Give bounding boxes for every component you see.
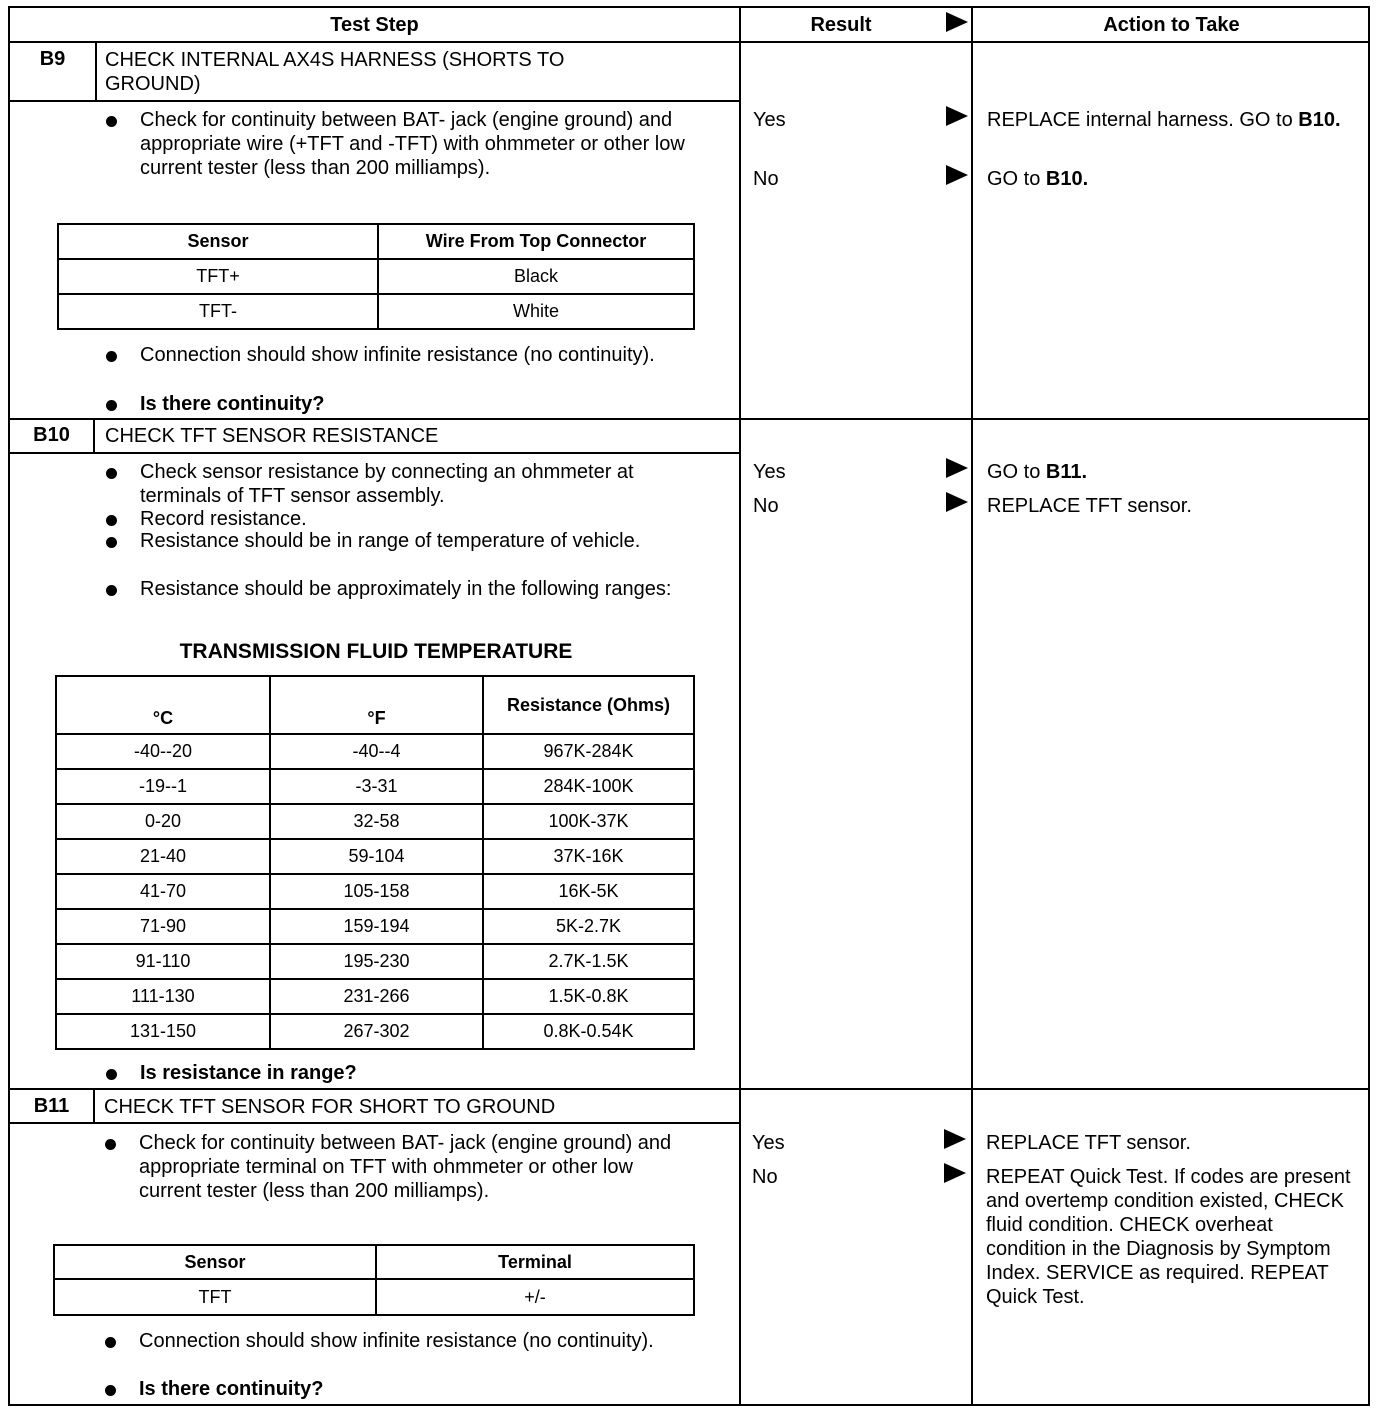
- b11-result-yes: Yes: [752, 1132, 785, 1154]
- b9-action-no-text: GO to: [987, 168, 1041, 190]
- table-row: [56, 734, 694, 769]
- b9-table-header-sensor: Sensor: [58, 224, 378, 259]
- table-cell: 267-302: [270, 1014, 483, 1049]
- b11-step-id: B11: [33, 1095, 70, 1117]
- b10-action-yes-ref: B11.: [1045, 461, 1088, 483]
- b10-result-yes: Yes: [753, 461, 786, 483]
- arrow-right-icon: [946, 165, 968, 185]
- b10-step-id: B10: [33, 424, 70, 446]
- b10-bullet-3-text: Resistance should be in range of temperature of vehicle.: [140, 530, 641, 552]
- table-cell: 5K-2.7K: [483, 909, 694, 944]
- column-divider: [971, 8, 973, 1404]
- b9-wire-table: [57, 223, 695, 330]
- table-row: [56, 944, 694, 979]
- table-cell: 284K-100K: [483, 769, 694, 804]
- arrow-right-icon: [944, 1129, 966, 1149]
- b11-bullet-2-text: Connection should show infinite resistance (no continuity).: [139, 1330, 654, 1352]
- b10-question: Is resistance in range?: [140, 1062, 357, 1084]
- column-divider: [739, 8, 741, 1404]
- b9-title-divider: [10, 100, 739, 102]
- b11-result-no: No: [752, 1166, 778, 1188]
- arrow-right-icon: [944, 1163, 966, 1183]
- table-cell: 0.8K-0.54K: [483, 1014, 694, 1049]
- table-cell: 91-110: [56, 944, 270, 979]
- b10-action-yes: [987, 460, 1362, 484]
- b9-id-divider: [95, 43, 97, 101]
- table-cell: 159-194: [270, 909, 483, 944]
- b10-table-title: TRANSMISSION FLUID TEMPERATURE: [179, 640, 573, 663]
- b10-action-no: REPLACE TFT sensor.: [987, 495, 1192, 517]
- b11-action-no: REPEAT Quick Test. If codes are present and overtemp condition existed, CHECK fluid condition. CHECK overheat condition in the Diagnosis by Symptom Index. SERVICE as required. REPEAT Quick Test.: [986, 1166, 1351, 1308]
- table-cell: 0-20: [56, 804, 270, 839]
- b10-id-divider: [93, 420, 95, 453]
- bullet-icon: [106, 1069, 117, 1080]
- b11-title-divider: [10, 1122, 739, 1124]
- bullet-icon: [106, 585, 117, 596]
- b10-title-divider: [10, 452, 739, 454]
- b9-step-id: B9: [39, 48, 66, 70]
- header-action: Action to Take: [1103, 14, 1240, 36]
- b11-id-divider: [93, 1090, 95, 1123]
- table-row: [56, 839, 694, 874]
- table-cell: 32-58: [270, 804, 483, 839]
- table-cell: -3-31: [270, 769, 483, 804]
- arrow-right-icon: [946, 106, 968, 126]
- b10-bullet-2-text: Record resistance.: [140, 508, 307, 530]
- header-result: Result: [810, 14, 872, 36]
- b11-step-title: CHECK TFT SENSOR FOR SHORT TO GROUND: [104, 1096, 556, 1118]
- b10-table-header-celsius: °C: [56, 676, 270, 734]
- arrow-right-icon: [946, 492, 968, 512]
- b10-section-divider: [10, 1088, 1368, 1090]
- table-row: [56, 1014, 694, 1049]
- table-row: [56, 769, 694, 804]
- table-cell: 105-158: [270, 874, 483, 909]
- b11-terminal-table: [53, 1244, 695, 1316]
- table-cell: -19--1: [56, 769, 270, 804]
- table-cell: 16K-5K: [483, 874, 694, 909]
- diagnostic-table: [8, 6, 1370, 1406]
- b11-question: Is there continuity?: [139, 1378, 324, 1400]
- bullet-icon: [106, 400, 117, 411]
- table-cell: 21-40: [56, 839, 270, 874]
- b10-table-body: [56, 734, 694, 1049]
- table-cell: -40--20: [56, 734, 270, 769]
- b9-result-no: No: [753, 168, 779, 190]
- table-cell: TFT-: [58, 294, 378, 329]
- b9-bullet-2-text: Connection should show infinite resistance (no continuity).: [140, 344, 655, 366]
- table-cell: White: [378, 294, 694, 329]
- b9-step-title: CHECK INTERNAL AX4S HARNESS (SHORTS TO GROUND): [105, 49, 565, 95]
- bullet-icon: [105, 1385, 116, 1396]
- b9-result-yes: Yes: [753, 109, 786, 131]
- table-cell: 59-104: [270, 839, 483, 874]
- b10-bullet-4-text: Resistance should be approximately in the following ranges:: [140, 578, 672, 600]
- table-cell: -40--4: [270, 734, 483, 769]
- b9-table-header-wire: Wire From Top Connector: [378, 224, 694, 259]
- b9-action-yes-text: REPLACE internal harness. GO to: [987, 109, 1293, 131]
- b10-step-title: CHECK TFT SENSOR RESISTANCE: [105, 425, 439, 447]
- b11-action-yes: REPLACE TFT sensor.: [986, 1132, 1191, 1154]
- bullet-icon: [106, 537, 117, 548]
- b9-section-divider: [10, 418, 1368, 420]
- table-cell: +/-: [376, 1279, 694, 1315]
- bullet-icon: [106, 515, 117, 526]
- header-test-step: Test Step: [330, 14, 419, 36]
- b10-result-no: No: [753, 495, 779, 517]
- bullet-icon: [105, 1139, 116, 1150]
- table-cell: 131-150: [56, 1014, 270, 1049]
- table-row: [56, 909, 694, 944]
- header-arrow-icon: [946, 12, 968, 32]
- table-cell: 231-266: [270, 979, 483, 1014]
- table-row: [56, 979, 694, 1014]
- bullet-icon: [106, 468, 117, 479]
- b9-action-no-ref: B10.: [1045, 168, 1089, 190]
- table-cell: 967K-284K: [483, 734, 694, 769]
- table-cell: 37K-16K: [483, 839, 694, 874]
- b10-temperature-table: [55, 675, 695, 1050]
- table-cell: 1.5K-0.8K: [483, 979, 694, 1014]
- b10-bullet-1-text: Check sensor resistance by connecting an ohmmeter at terminals of TFT sensor assembly.: [140, 461, 634, 507]
- table-cell: 2.7K-1.5K: [483, 944, 694, 979]
- bullet-icon: [106, 351, 117, 362]
- arrow-right-icon: [946, 458, 968, 478]
- table-row: [56, 874, 694, 909]
- b9-action-yes-ref: B10.: [1298, 109, 1341, 131]
- b11-table-header-sensor: Sensor: [54, 1245, 376, 1279]
- header-divider: [10, 41, 1368, 43]
- b9-action-no: [987, 167, 1362, 191]
- bullet-icon: [106, 116, 117, 127]
- b9-question: Is there continuity?: [140, 393, 325, 415]
- table-cell: 100K-37K: [483, 804, 694, 839]
- b10-table-header-fahrenheit: °F: [270, 676, 483, 734]
- b11-bullet-1-text: Check for continuity between BAT- jack (engine ground) and appropriate terminal on TFT with ohmmeter or other low current tester (less than 200 milliamps).: [139, 1132, 672, 1202]
- bullet-icon: [105, 1337, 116, 1348]
- b9-bullet-1-text: Check for continuity between BAT- jack (engine ground) and appropriate wire (+TFT and -TFT) with ohmmeter or other low current tester (less than 200 milliamps).: [140, 109, 685, 179]
- table-cell: 41-70: [56, 874, 270, 909]
- table-cell: 195-230: [270, 944, 483, 979]
- table-cell: TFT: [54, 1279, 376, 1315]
- table-cell: TFT+: [58, 259, 378, 294]
- b10-table-header-resistance: Resistance (Ohms): [483, 676, 694, 734]
- table-cell: 71-90: [56, 909, 270, 944]
- table-row: [56, 804, 694, 839]
- b11-table-header-terminal: Terminal: [376, 1245, 694, 1279]
- table-cell: 111-130: [56, 979, 270, 1014]
- b10-action-yes-text: GO to: [987, 461, 1041, 483]
- table-cell: Black: [378, 259, 694, 294]
- b9-action-yes: [987, 108, 1362, 132]
